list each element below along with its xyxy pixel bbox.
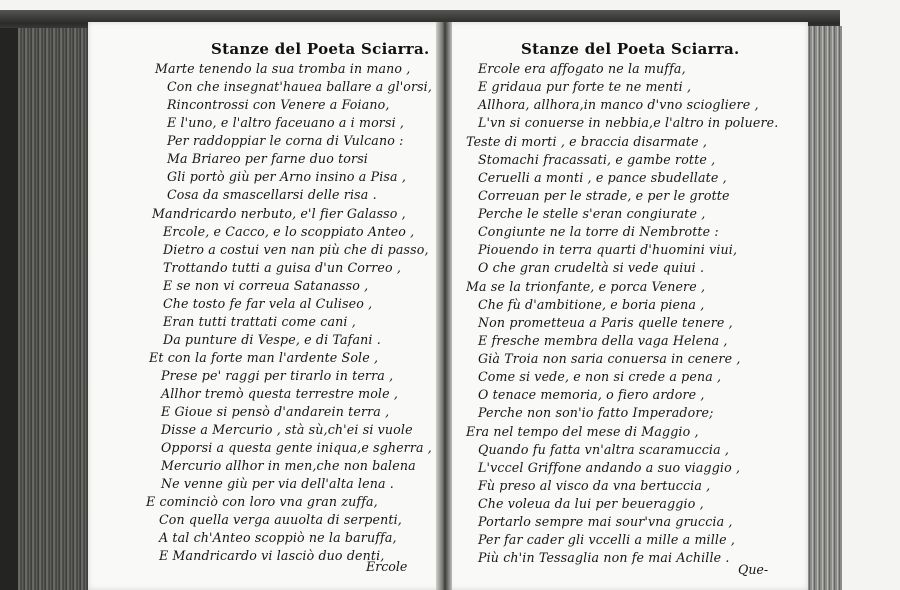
- verse-line: E cominciò con loro vna gran zuffa,: [146, 494, 378, 509]
- verse-line: Disse a Mercurio , stà sù,ch'ei si vuole: [161, 422, 413, 437]
- left-running-head: Stanze del Poeta Sciarra.: [211, 40, 430, 58]
- verse-line: Mandricardo nerbuto, e'l fier Galasso ,: [152, 206, 406, 221]
- verse-line: Trottando tutti a guisa d'un Correo ,: [163, 260, 401, 275]
- verse-line: Perche le stelle s'eran congiurate ,: [478, 206, 706, 221]
- book-gutter: [436, 22, 452, 590]
- verse-line: Che fù d'ambitione, e boria piena ,: [478, 297, 705, 312]
- verse-line: Che voleua da lui per beueraggio ,: [478, 496, 704, 511]
- verse-line: Stomachi fracassati, e gambe rotte ,: [478, 152, 716, 167]
- verse-line: Ceruelli a monti , e pance sbudellate ,: [478, 170, 727, 185]
- right-catchword: Que-: [738, 562, 769, 577]
- verse-line: Opporsi a questa gente iniqua,e sgherra ,: [161, 440, 432, 455]
- verse-line: Ercole, e Cacco, e lo scoppiato Anteo ,: [163, 224, 415, 239]
- verse-line: Portarlo sempre mai sour'vna gruccia ,: [478, 514, 733, 529]
- verse-line: Dietro a costui ven nan più che di passo,: [163, 242, 429, 257]
- verse-line: Per far cader gli vccelli a mille a mille ,: [478, 532, 735, 547]
- verse-line: Et con la forte man l'ardente Sole ,: [149, 350, 379, 365]
- verse-line: Non prometteua a Paris quelle tenere ,: [478, 315, 733, 330]
- verse-line: Ercole era affogato ne la muffa,: [478, 61, 686, 76]
- verse-line: Ma Briareo per farne duo torsi: [167, 151, 368, 166]
- verse-line: Quando fu fatta vn'altra scaramuccia ,: [478, 442, 730, 457]
- verse-line: E fresche membra della vaga Helena ,: [478, 333, 728, 348]
- verse-line: Per raddoppiar le corna di Vulcano :: [167, 133, 404, 148]
- verse-line: Allhora, allhora,in manco d'vno sciogliere ,: [478, 97, 759, 112]
- binding-shadow-left: [0, 28, 18, 590]
- verse-line: Già Troia non saria conuersa in cenere ,: [478, 351, 741, 366]
- verse-line: Più ch'in Tessaglia non fe mai Achille .: [478, 550, 730, 565]
- verse-line: Perche non son'io fatto Imperadore;: [478, 405, 714, 420]
- verse-line: Con quella verga auuolta di serpenti,: [159, 512, 402, 527]
- right-running-head: Stanze del Poeta Sciarra.: [521, 40, 740, 58]
- verse-line: Che tosto fe far vela al Culiseo ,: [163, 296, 373, 311]
- verse-line: Correuan per le strade, e per le grotte: [478, 188, 730, 203]
- verse-line: Congiunte ne la torre di Nembrotte :: [478, 224, 719, 239]
- verse-line: Cosa da smascellarsi delle risa .: [167, 187, 377, 202]
- verse-line: Ma se la trionfante, e porca Venere ,: [466, 279, 706, 294]
- verse-line: O che gran crudeltà si vede quiui .: [478, 260, 705, 275]
- verse-line: L'vn si conuerse in nebbia,e l'altro in poluere.: [478, 115, 779, 130]
- verse-line: Era nel tempo del mese di Maggio ,: [466, 424, 699, 439]
- verse-line: Mercurio allhor in men,che non balena: [161, 458, 416, 473]
- verse-line: Allhor tremò questa terrestre mole ,: [161, 386, 399, 401]
- verse-line: E Mandricardo vi lasciò duo denti,: [159, 548, 385, 563]
- verse-line: Gli portò giù per Arno insino a Pisa ,: [167, 169, 406, 184]
- verse-line: Teste di morti , e braccia disarmate ,: [466, 134, 708, 149]
- verse-line: E se non vi correua Satanasso ,: [163, 278, 369, 293]
- verse-line: Come si vede, e non si crede a pena ,: [478, 369, 722, 384]
- verse-line: Da punture di Vespe, e di Tafani .: [163, 332, 381, 347]
- verse-line: Piouendo in terra quarti d'huomini viui,: [478, 242, 738, 257]
- verse-line: Ne venne giù per via dell'alta lena .: [161, 476, 394, 491]
- left-catchword: Ercole: [366, 559, 408, 574]
- verse-line: L'vccel Griffone andando a suo viaggio ,: [478, 460, 741, 475]
- verse-line: Con che insegnat'hauea ballare a gl'orsi,: [167, 79, 432, 94]
- verse-line: Rincontrossi con Venere a Foiano,: [167, 97, 390, 112]
- verse-line: E l'uno, e l'altro faceuano a i morsi ,: [167, 115, 405, 130]
- verse-line: Prese pe' raggi per tirarlo in terra ,: [161, 368, 394, 383]
- verse-line: Eran tutti trattati come cani ,: [163, 314, 356, 329]
- verse-line: E Gioue si pensò d'andarein terra ,: [161, 404, 390, 419]
- verse-line: Fù preso al visco da vna bertuccia ,: [478, 478, 711, 493]
- verse-line: A tal ch'Anteo scoppiò ne la baruffa,: [159, 530, 397, 545]
- verse-line: Marte tenendo la sua tromba in mano ,: [155, 61, 411, 76]
- verse-line: E gridaua pur forte te ne menti ,: [478, 79, 692, 94]
- page-edges-right: [806, 26, 842, 590]
- verse-line: O tenace memoria, o fiero ardore ,: [478, 387, 705, 402]
